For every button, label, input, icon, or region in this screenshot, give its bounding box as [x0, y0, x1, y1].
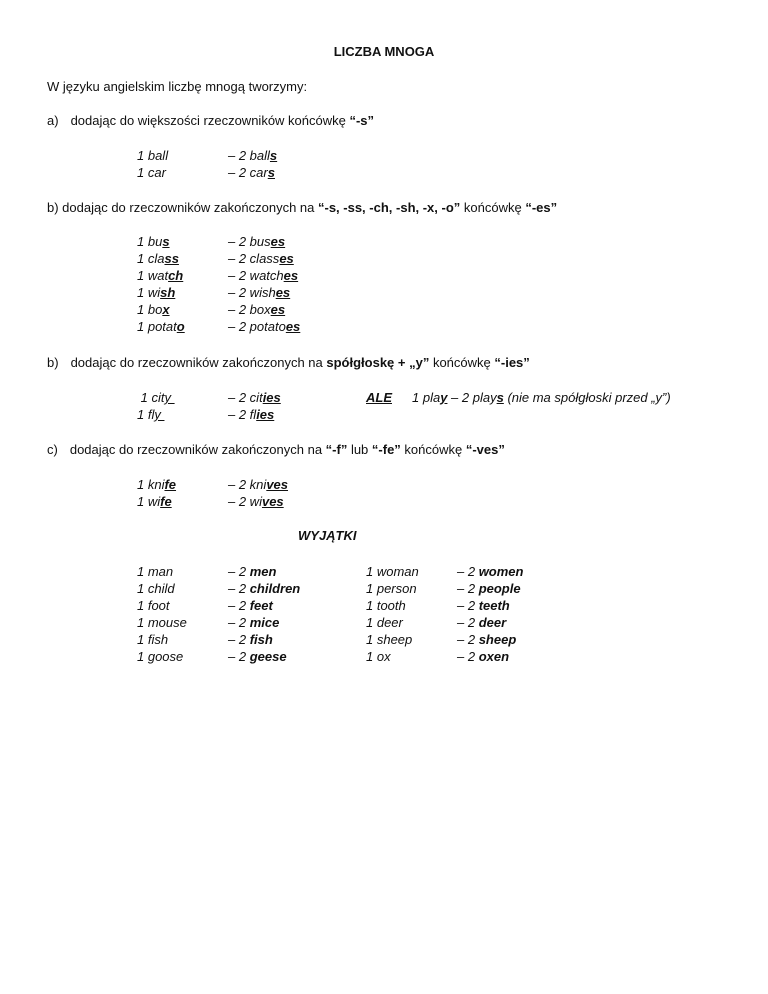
rule-a-example-pl-0 [228, 148, 277, 164]
rule-b-ies-text: dodając do rzeczowników zakończonych na [70, 355, 327, 370]
rule-b-ies-pl-0: – 2 cities [228, 390, 281, 405]
exception-sg-left-2: 1 foot [137, 598, 170, 613]
rule-b-ies-bold: spółgłoskę + „y” [326, 355, 430, 370]
plural-stem: – 2 car [228, 165, 268, 180]
rule-b-es-ending: “-es” [525, 200, 558, 215]
rule-c-sg-1: 1 wife [137, 494, 172, 509]
rule-b-es-pl-3: – 2 wishes [228, 285, 291, 300]
rule-b-es-pl-4: – 2 boxes [228, 302, 286, 317]
rule-c-pl-0: – 2 knives [228, 477, 289, 492]
rule-b-es-pl-2: – 2 watches [228, 268, 299, 283]
exception-sg-left-1: 1 child [137, 581, 175, 596]
rule-b-es-sg-3: 1 wish [137, 285, 176, 300]
rule-a-example-pl-1 [228, 165, 275, 181]
exception-sg-left-0: 1 man [137, 564, 174, 579]
exceptions-heading: WYJĄTKI [298, 528, 357, 543]
exception-pl-left-0: – 2 men [228, 564, 277, 579]
rule-b-es-text2: końcówkę [460, 200, 526, 215]
exception-pl-right-1: – 2 people [457, 581, 521, 596]
rule-b-ies [47, 355, 530, 371]
rule-c-ending-f: “-f” [325, 442, 348, 457]
exception-pl-left-4: – 2 fish [228, 632, 273, 647]
rule-b-es-sg-4: 1 box [137, 302, 170, 317]
rule-c [47, 442, 505, 458]
exception-sg-right-5: 1 ox [366, 649, 391, 664]
exception-sg-right-3: 1 deer [366, 615, 403, 630]
exception-sg-left-4: 1 fish [137, 632, 169, 647]
rule-a-ending: “-s” [349, 113, 375, 128]
rule-b-es-sg-2: 1 watch [137, 268, 184, 283]
rule-b-es-pl-0: – 2 buses [228, 234, 286, 249]
exception-pl-right-5: – 2 oxen [457, 649, 510, 664]
rule-a [47, 113, 374, 129]
rule-b-ies-sg-1: 1 fly [137, 407, 165, 422]
rule-b-es [47, 200, 557, 216]
rule-a-text: dodając do większości rzeczowników końcówkę [70, 113, 350, 128]
rule-c-text: dodając do rzeczowników zakończonych na [69, 442, 326, 457]
exception-pl-right-0: – 2 women [457, 564, 524, 579]
rule-a-example-sg-0: 1 ball [137, 148, 169, 163]
exception-sg-left-3: 1 mouse [137, 615, 187, 630]
rule-b-es-sg-0: 1 bus [137, 234, 170, 249]
rule-c-ending: “-ves” [465, 442, 505, 457]
rule-b-es-endings: “-s, -ss, -ch, -sh, -x, -o” [317, 200, 461, 215]
rule-b-ies-marker: b) [47, 355, 59, 370]
exception-pl-right-2: – 2 teeth [457, 598, 510, 613]
rule-c-text2: lub [347, 442, 372, 457]
exception-pl-left-3: – 2 mice [228, 615, 280, 630]
rule-b-es-sg-5: 1 potato [137, 319, 185, 334]
rule-c-pl-1: – 2 wives [228, 494, 284, 509]
exception-pl-right-4: – 2 sheep [457, 632, 517, 647]
ale-exception: 1 play – 2 plays (nie ma spółgłoski przed „y”) [412, 390, 671, 405]
rule-b-ies-text2: końcówkę [429, 355, 495, 370]
intro-text: W języku angielskim liczbę mnogą tworzymy: [47, 79, 308, 94]
rule-c-ending-fe: “-fe” [371, 442, 401, 457]
exception-sg-left-5: 1 goose [137, 649, 184, 664]
rule-c-text3: końcówkę [400, 442, 466, 457]
rule-a-example-sg-1: 1 car [137, 165, 166, 180]
rule-c-marker: c) [47, 442, 58, 457]
rule-b-ies-ending: “-ies” [494, 355, 530, 370]
exception-sg-right-2: 1 tooth [366, 598, 406, 613]
exception-pl-left-1: – 2 children [228, 581, 301, 596]
rule-b-es-pl-1: – 2 classes [228, 251, 294, 266]
rule-b-es-text: b) dodając do rzeczowników zakończonych na [47, 200, 318, 215]
rule-b-ies-pl-1: – 2 flies [228, 407, 275, 422]
rule-c-sg-0: 1 knife [137, 477, 177, 492]
plural-stem: – 2 ball [228, 148, 270, 163]
exception-pl-left-5: – 2 geese [228, 649, 287, 664]
exception-sg-right-4: 1 sheep [366, 632, 413, 647]
ale-label: ALE [366, 390, 392, 405]
rule-b-es-pl-5: – 2 potatoes [228, 319, 301, 334]
exception-pl-right-3: – 2 deer [457, 615, 507, 630]
exception-sg-right-1: 1 person [366, 581, 417, 596]
plural-ending: s [267, 165, 275, 180]
plural-ending: s [269, 148, 278, 163]
exception-pl-left-2: – 2 feet [228, 598, 273, 613]
exception-sg-right-0: 1 woman [366, 564, 419, 579]
page-title: LICZBA MNOGA [333, 44, 435, 59]
rule-b-es-sg-1: 1 class [137, 251, 179, 266]
rule-b-ies-sg-0: 1 city [137, 390, 175, 405]
rule-a-marker: a) [47, 113, 59, 128]
